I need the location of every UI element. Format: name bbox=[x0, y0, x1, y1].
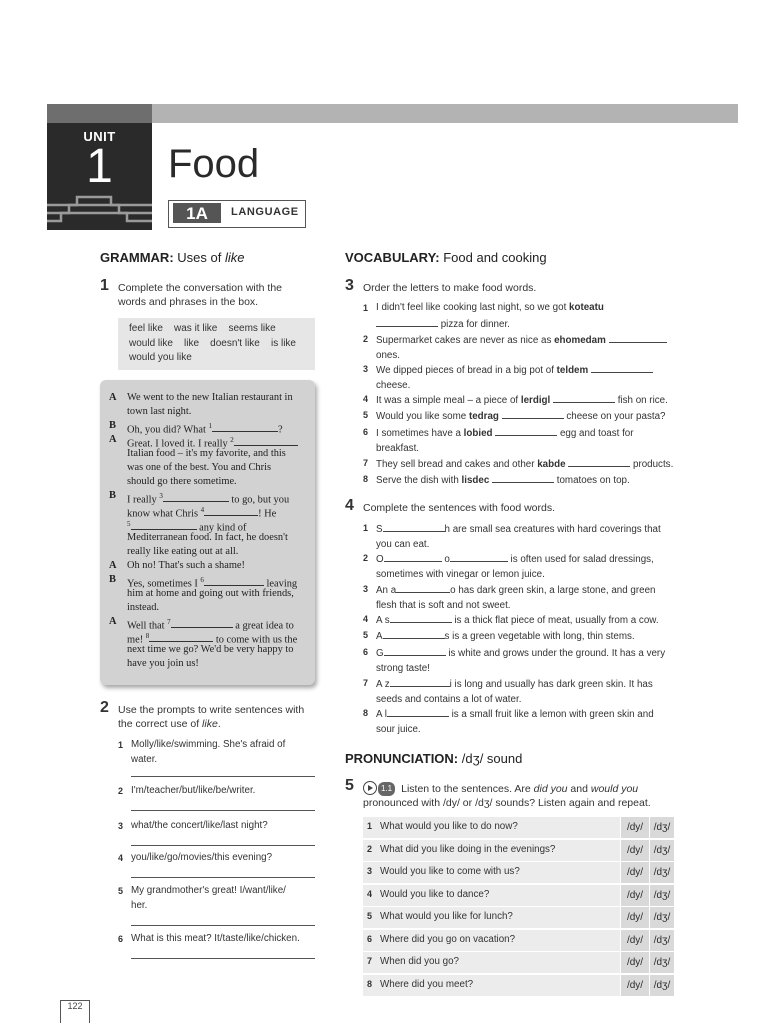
unit-badge bbox=[47, 123, 152, 230]
answer-blank[interactable] bbox=[131, 519, 197, 530]
food-word-item: 2 O o is often used for salad dressings, sometimes with vinegar or lemon juice. bbox=[363, 553, 654, 580]
answer-blank[interactable] bbox=[383, 628, 445, 639]
option-dj[interactable]: /dʒ/ bbox=[649, 975, 674, 996]
answer-blank[interactable] bbox=[553, 392, 615, 403]
food-word-item: 6 G is white and grows under the ground. It has a very strong taste! bbox=[363, 647, 666, 674]
exercise-4-number: 4 bbox=[345, 497, 354, 514]
answer-blank[interactable] bbox=[383, 521, 445, 532]
option-dj[interactable]: /dʒ/ bbox=[649, 840, 674, 861]
answer-blank[interactable] bbox=[204, 575, 264, 586]
answer-line[interactable] bbox=[131, 845, 315, 846]
word-box bbox=[118, 318, 315, 370]
option-dy[interactable]: /dy/ bbox=[620, 907, 649, 928]
answer-line[interactable] bbox=[131, 925, 315, 926]
answer-blank[interactable] bbox=[502, 408, 564, 419]
food-word-item: 1 S h are small sea creatures with hard coverings that you can eat. bbox=[363, 523, 661, 550]
step-lines-decoration bbox=[47, 183, 152, 230]
food-word-item: 7 A z i is long and usually has dark green skin. It has seeds and contains a lot of water. bbox=[363, 678, 653, 705]
unit-number: 1 bbox=[86, 140, 113, 193]
exercise-5-instruction: 1.1 Listen to the sentences. Are did you and would you pronounced with /dy/ or /dʒ/ sounds? Listen again and repeat. bbox=[363, 783, 651, 809]
vocab-item: 6 I sometimes have a lobied egg and toast for breakfast. bbox=[363, 427, 634, 454]
option-dy[interactable]: /dy/ bbox=[620, 952, 649, 973]
pronunciation-row: 3 Would you like to come with us? /dy/ /dʒ/ bbox=[363, 862, 673, 884]
lesson-code: 1A bbox=[173, 203, 221, 223]
vocab-item: 2 Supermarket cakes are never as nice as ehomedam ones. bbox=[363, 332, 693, 362]
food-word-item: 3 An a o has dark green skin, a large stone, and green flesh that is soft and not sweet. bbox=[363, 584, 656, 611]
word-box-line: would you like bbox=[129, 352, 192, 363]
page-title: Food bbox=[168, 142, 260, 186]
option-dj[interactable]: /dʒ/ bbox=[649, 952, 674, 973]
answer-blank[interactable] bbox=[212, 421, 278, 432]
answer-blank[interactable] bbox=[234, 435, 298, 446]
answer-blank[interactable] bbox=[609, 332, 667, 343]
option-dy[interactable]: /dy/ bbox=[620, 817, 649, 838]
vocabulary-heading: VOCABULARY: Food and cooking bbox=[345, 250, 547, 265]
pronunciation-row: 1 What would you like to do now? /dy/ /dʒ/ bbox=[363, 817, 673, 839]
option-dy[interactable]: /dy/ bbox=[620, 930, 649, 951]
pronunciation-heading: PRONUNCIATION: /dʒ/ sound bbox=[345, 751, 523, 766]
exercise-3-number: 3 bbox=[345, 277, 354, 294]
answer-blank[interactable] bbox=[492, 472, 554, 483]
answer-blank[interactable] bbox=[384, 551, 442, 562]
word-box-line: feel like was it like seems like bbox=[129, 323, 276, 334]
exercise-4-instruction: Complete the sentences with food words. bbox=[363, 502, 556, 514]
unit-label: UNIT bbox=[83, 129, 116, 144]
grammar-heading: GRAMMAR: Uses of like bbox=[100, 250, 245, 265]
vocab-item: 3 We dipped pieces of bread in a big pot of teldem cheese. bbox=[363, 362, 693, 392]
pronunciation-row: 7 When did you go? /dy/ /dʒ/ bbox=[363, 952, 673, 974]
food-word-item: 8 A l is a small fruit like a lemon with green skin and sour juice. bbox=[363, 708, 654, 735]
header-bar-accent bbox=[47, 104, 152, 123]
option-dj[interactable]: /dʒ/ bbox=[649, 885, 674, 906]
option-dj[interactable]: /dʒ/ bbox=[649, 862, 674, 883]
answer-blank[interactable] bbox=[495, 425, 557, 436]
page-number: 122 bbox=[60, 1000, 90, 1023]
option-dy[interactable]: /dy/ bbox=[620, 840, 649, 861]
answer-blank[interactable] bbox=[387, 706, 449, 717]
answer-blank[interactable] bbox=[376, 316, 438, 327]
answer-line[interactable] bbox=[131, 877, 315, 878]
pronunciation-row: 8 Where did you meet? /dy/ /dʒ/ bbox=[363, 975, 673, 997]
answer-line[interactable] bbox=[131, 776, 315, 777]
prompt-item: 1 Molly/like/swimming. She's afraid of water. bbox=[118, 739, 286, 765]
answer-blank[interactable] bbox=[204, 505, 258, 516]
option-dj[interactable]: /dʒ/ bbox=[649, 907, 674, 928]
answer-blank[interactable] bbox=[163, 491, 229, 502]
option-dj[interactable]: /dʒ/ bbox=[649, 930, 674, 951]
vocab-item: 1 I didn't feel like cooking last night, so we got koteatu pizza for dinner. bbox=[363, 302, 604, 330]
exercise-2-number: 2 bbox=[100, 699, 109, 716]
answer-blank[interactable] bbox=[390, 612, 452, 623]
exercise-2-instruction: Use the prompts to write sentences with the correct use of like. bbox=[118, 704, 305, 730]
lesson-tag bbox=[168, 200, 306, 228]
exercise-1-instruction: Complete the conversation with the words and phrases in the box. bbox=[118, 282, 283, 308]
option-dy[interactable]: /dy/ bbox=[620, 862, 649, 883]
word-box-line: would like like doesn't like is like bbox=[129, 337, 296, 349]
answer-line[interactable] bbox=[131, 810, 315, 811]
answer-blank[interactable] bbox=[384, 645, 446, 656]
exercise-3-instruction: Order the letters to make food words. bbox=[363, 282, 537, 294]
track-number: 1.1 bbox=[378, 782, 395, 796]
pronunciation-row: 6 Where did you go on vacation? /dy/ /dʒ/ bbox=[363, 930, 673, 952]
conversation-panel: A We went to the new Italian restaurant in town last night. B Oh, you did? What $^1$ ? A Great. I loved it. I really $^2$ Italian food – it's my favorite, and this was one of the best. You and Chris should go there sometime. B I really $^3$ to go, but you know what Chris $^4$ ! He $^5$ any kind of Mediterranean food. In fact, he doesn't really like eating out at all. A Oh no! That's such a shame! B Yes, sometimes I $^6$ leaving him at home and going out with friends, instead. A Well that $^7$ a great idea to me! $^8$ to come with us the next time we go? We'd be very happy to have you join us! bbox=[100, 380, 315, 685]
answer-blank[interactable] bbox=[450, 551, 508, 562]
answer-blank[interactable] bbox=[396, 582, 450, 593]
answer-blank[interactable] bbox=[390, 676, 450, 687]
answer-blank[interactable] bbox=[171, 617, 233, 628]
exercise-5-number: 5 bbox=[345, 777, 354, 794]
answer-line[interactable] bbox=[131, 958, 315, 959]
answer-blank[interactable] bbox=[149, 631, 213, 642]
pronunciation-row: 4 Would you like to dance? /dy/ /dʒ/ bbox=[363, 885, 673, 907]
option-dj[interactable]: /dʒ/ bbox=[649, 817, 674, 838]
lesson-name: LANGUAGE bbox=[231, 206, 299, 218]
answer-blank[interactable] bbox=[591, 362, 653, 373]
pronunciation-row: 2 What did you like doing in the evenings? /dy/ /dʒ/ bbox=[363, 840, 673, 862]
answer-blank[interactable] bbox=[568, 456, 630, 467]
option-dy[interactable]: /dy/ bbox=[620, 885, 649, 906]
play-audio-icon[interactable] bbox=[363, 781, 377, 795]
option-dy[interactable]: /dy/ bbox=[620, 975, 649, 996]
pronunciation-row: 5 What would you like for lunch? /dy/ /dʒ/ bbox=[363, 907, 673, 929]
exercise-1-number: 1 bbox=[100, 277, 109, 294]
